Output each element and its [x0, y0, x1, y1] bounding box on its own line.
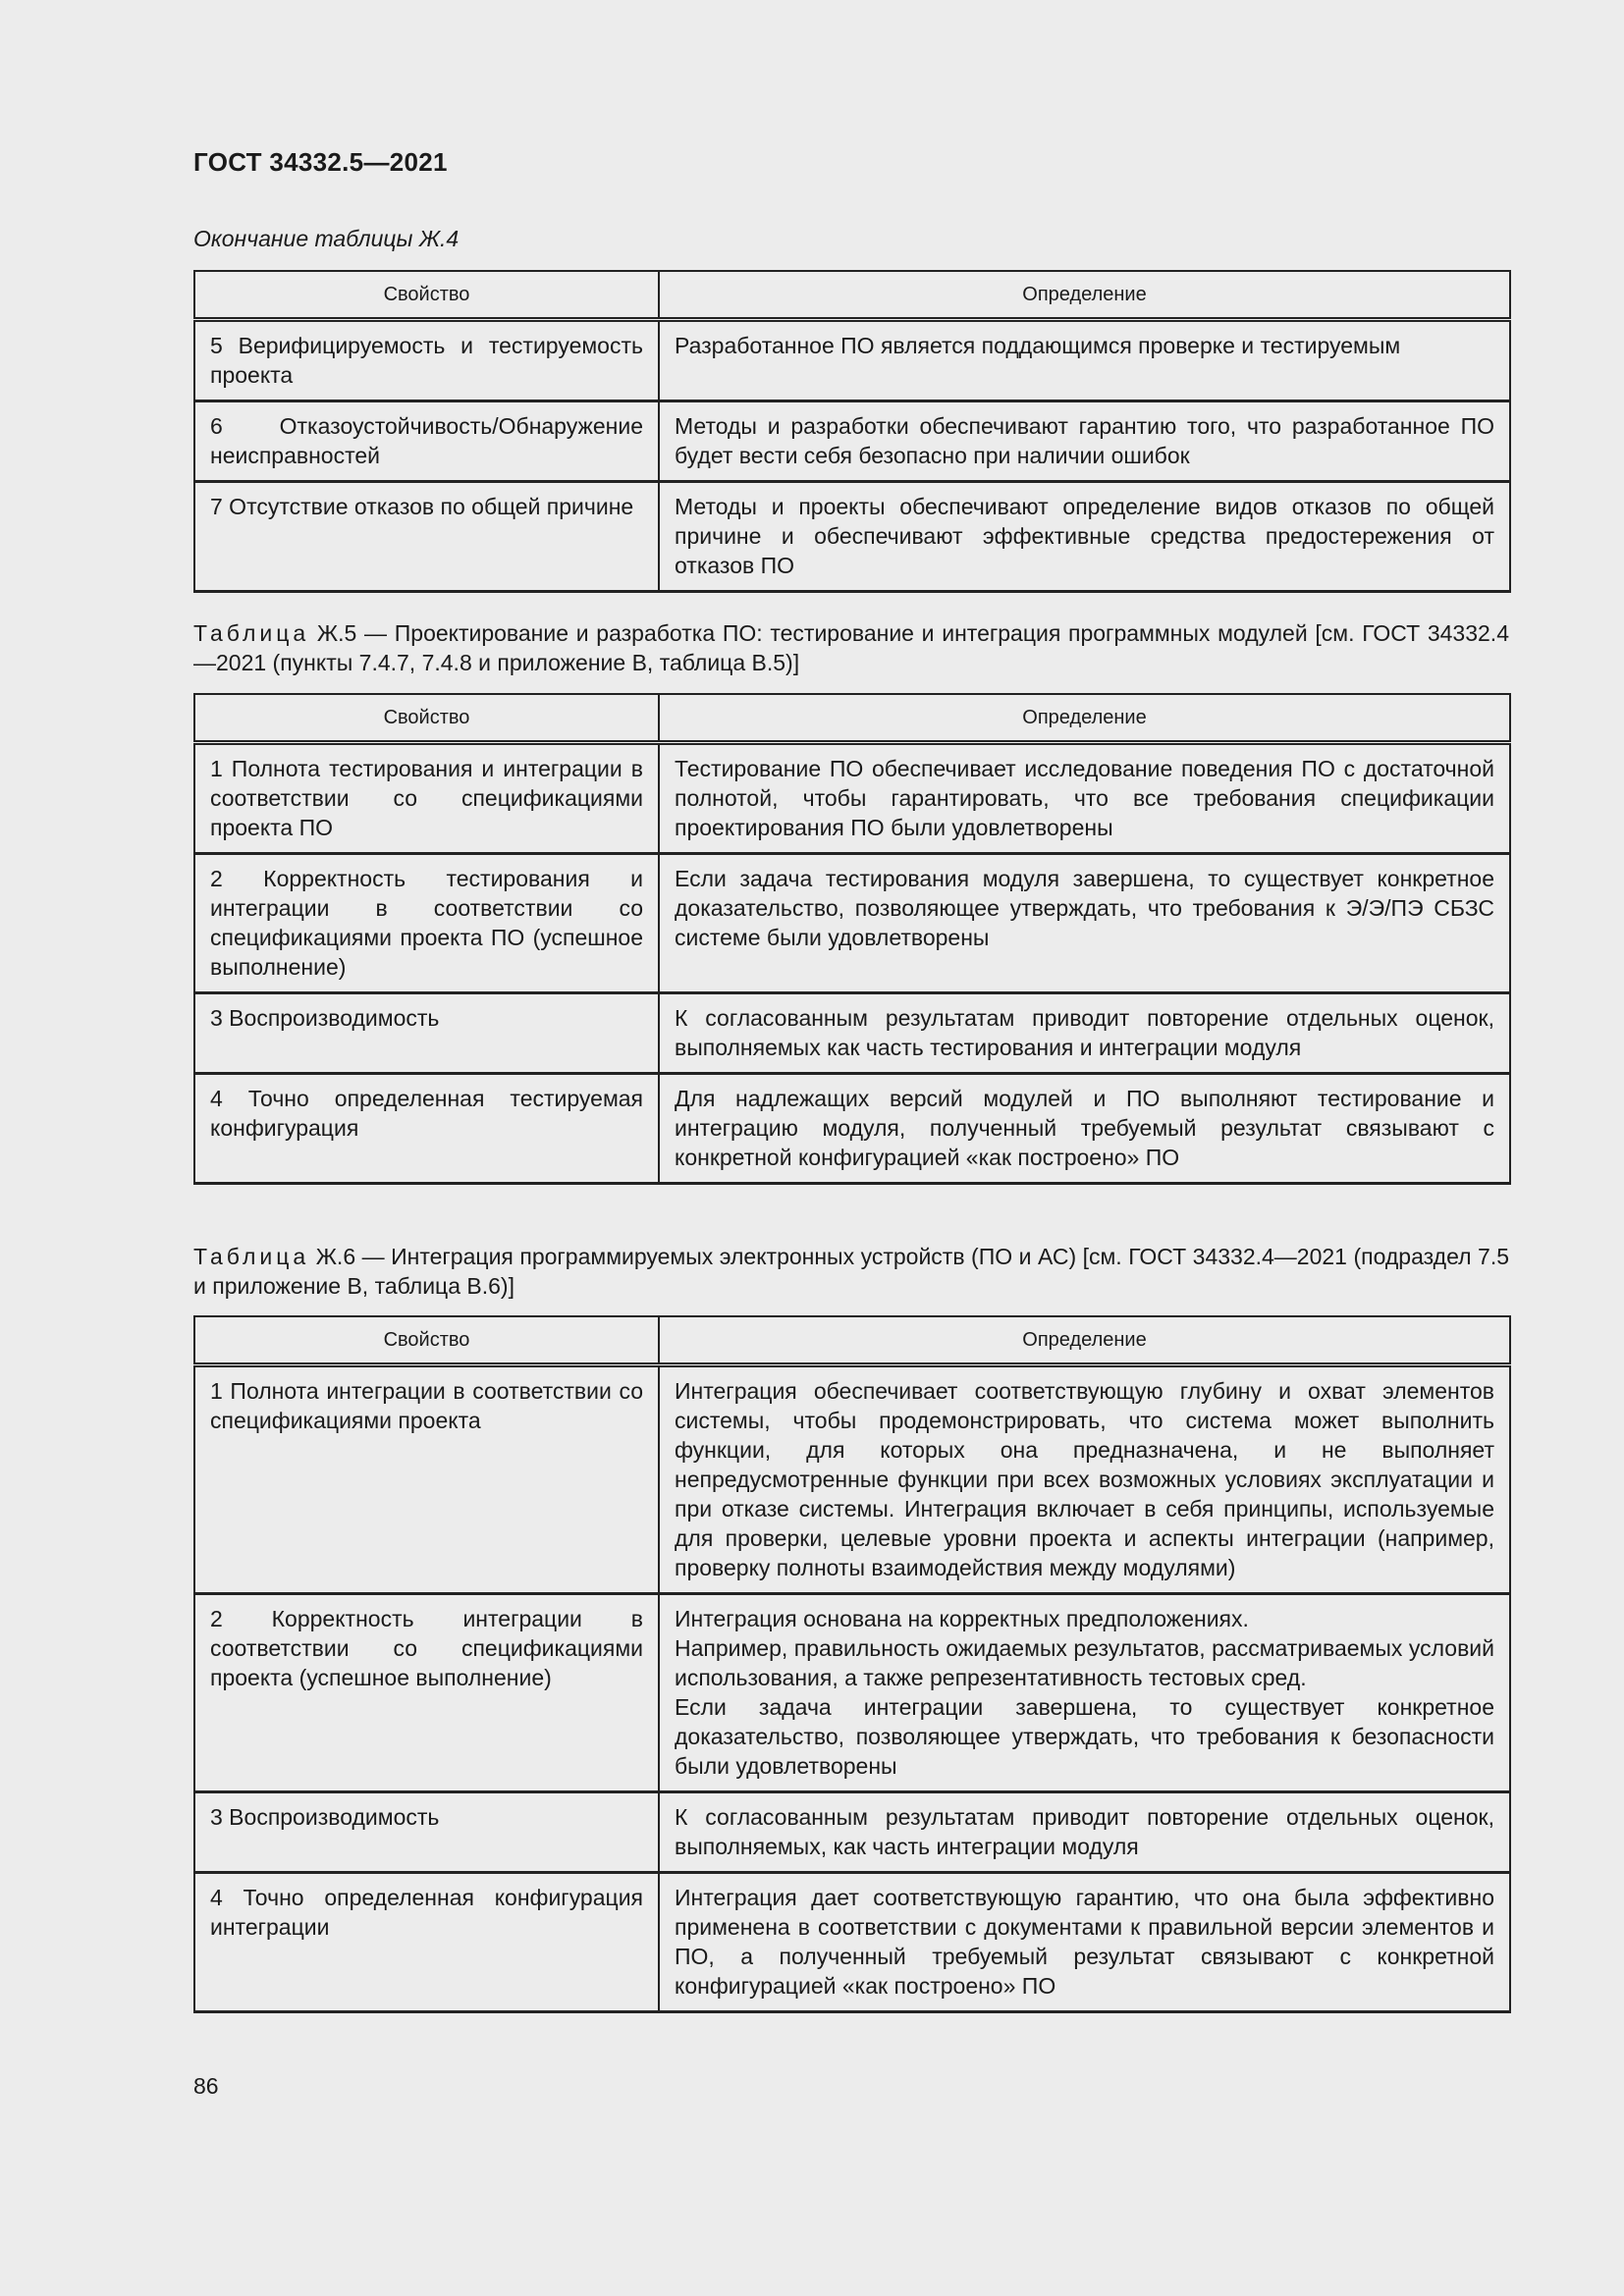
table-header-row — [194, 271, 1510, 320]
table-zh5 — [193, 693, 1511, 1185]
property-cell: 1 Полнота тестирования и интеграции в соответствии со спецификациями проекта ПО — [194, 743, 659, 854]
table-row — [194, 320, 1510, 401]
property-cell: 7 Отсутствие отказов по общей причине — [194, 482, 659, 592]
table-row — [194, 743, 1510, 854]
column-header-definition: Определение — [659, 1316, 1510, 1365]
table-row — [194, 993, 1510, 1074]
column-header-definition: Определение — [659, 271, 1510, 320]
property-cell: 6 Отказоустойчивость/Обнаружение неисправностей — [194, 401, 659, 482]
table-row — [194, 1594, 1510, 1792]
table-zh6 — [193, 1315, 1511, 2013]
table-row — [194, 1074, 1510, 1184]
table-row — [194, 854, 1510, 993]
table-zh5-caption — [193, 618, 1509, 677]
definition-cell: Тестирование ПО обеспечивает исследование поведения ПО с достаточной полнотой, чтобы гарантировать, что все требования спецификации проектирования ПО были удовлетворены — [659, 743, 1510, 854]
table-header-row — [194, 1316, 1510, 1365]
table-continuation-caption: Окончание таблицы Ж.4 — [193, 226, 460, 251]
definition-cell: Интеграция дает соответствующую гарантию, что она была эффективно применена в соответствии с документами к правильной версии элементов и ПО, а полученный требуемый результат связывают с конкретной конфигурацией «как построено» ПО — [659, 1873, 1510, 2012]
column-header-property: Свойство — [194, 1316, 659, 1365]
property-cell: 5 Верифицируемость и тестируемость проекта — [194, 320, 659, 401]
property-cell: 3 Воспроизводимость — [194, 1792, 659, 1873]
property-cell: 4 Точно определенная тестируемая конфигурация — [194, 1074, 659, 1184]
column-header-definition: Определение — [659, 694, 1510, 743]
table-zh4 — [193, 270, 1511, 593]
document-header: ГОСТ 34332.5—2021 — [193, 147, 448, 177]
caption-text: Ж.6 — Интеграция программируемых электронных устройств (ПО и АС) [см. ГОСТ 34332.4—2021 (подраздел 7.5 и приложение В, таблица В.6)] — [193, 1244, 1509, 1299]
property-cell: 3 Воспроизводимость — [194, 993, 659, 1074]
definition-cell: Для надлежащих версий модулей и ПО выполняют тестирование и интеграцию модуля, полученный требуемый результат связывают с конкретной конфигурацией «как построено» ПО — [659, 1074, 1510, 1184]
caption-label: Таблица — [193, 620, 310, 646]
property-cell: 2 Корректность интеграции в соответствии со спецификациями проекта (успешное выполнение) — [194, 1594, 659, 1792]
table-zh6-caption — [193, 1242, 1509, 1301]
definition-cell: Методы и проекты обеспечивают определение видов отказов по общей причине и обеспечивают эффективные средства предостережения от отказов ПО — [659, 482, 1510, 592]
definition-cell: К согласованным результатам приводит повторение отдельных оценок, выполняемых, как часть интеграции модуля — [659, 1792, 1510, 1873]
property-cell: 1 Полнота интеграции в соответствии со спецификациями проекта — [194, 1365, 659, 1594]
page-number: 86 — [193, 2073, 219, 2099]
definition-cell: Методы и разработки обеспечивают гарантию того, что разработанное ПО будет вести себя безопасно при наличии ошибок — [659, 401, 1510, 482]
property-cell: 4 Точно определенная конфигурация интеграции — [194, 1873, 659, 2012]
caption-text: Ж.5 — Проектирование и разработка ПО: тестирование и интеграция программных модулей [см. ГОСТ 34332.4—2021 (пункты 7.4.7, 7.4.8 и приложение В, таблица В.5)] — [193, 620, 1509, 675]
definition-cell: Интеграция основана на корректных предположениях. Например, правильность ожидаемых результатов, рассматриваемых условий использования, а также репрезентативность тестовых сред. Если задача интеграции завершена, то существует конкретное доказательство, позволяющее утверждать, что требования к безопасности были удовлетворены — [659, 1594, 1510, 1792]
caption-label: Таблица — [193, 1244, 310, 1269]
property-cell: 2 Корректность тестирования и интеграции в соответствии со спецификациями проекта ПО (успешное выполнение) — [194, 854, 659, 993]
table-row — [194, 482, 1510, 592]
table-row — [194, 401, 1510, 482]
column-header-property: Свойство — [194, 694, 659, 743]
table-row — [194, 1873, 1510, 2012]
definition-cell: Интеграция обеспечивает соответствующую глубину и охват элементов системы, чтобы продемонстрировать, что система может выполнить функции, для которых она предназначена, и не выполняет непредусмотренные функции при всех возможных условиях эксплуатации и при отказе системы. Интеграция включает в себя принципы, используемые для проверки, целевые уровни проекта и аспекты интеграции (например, проверку полноты взаимодействия между модулями) — [659, 1365, 1510, 1594]
table-header-row — [194, 694, 1510, 743]
table-row — [194, 1792, 1510, 1873]
definition-cell: К согласованным результатам приводит повторение отдельных оценок, выполняемых как часть тестирования и интеграции модуля — [659, 993, 1510, 1074]
definition-cell: Разработанное ПО является поддающимся проверке и тестируемым — [659, 320, 1510, 401]
definition-cell: Если задача тестирования модуля завершена, то существует конкретное доказательство, позволяющее утверждать, что требования к Э/Э/ПЭ СБЗС системе были удовлетворены — [659, 854, 1510, 993]
column-header-property: Свойство — [194, 271, 659, 320]
table-row — [194, 1365, 1510, 1594]
